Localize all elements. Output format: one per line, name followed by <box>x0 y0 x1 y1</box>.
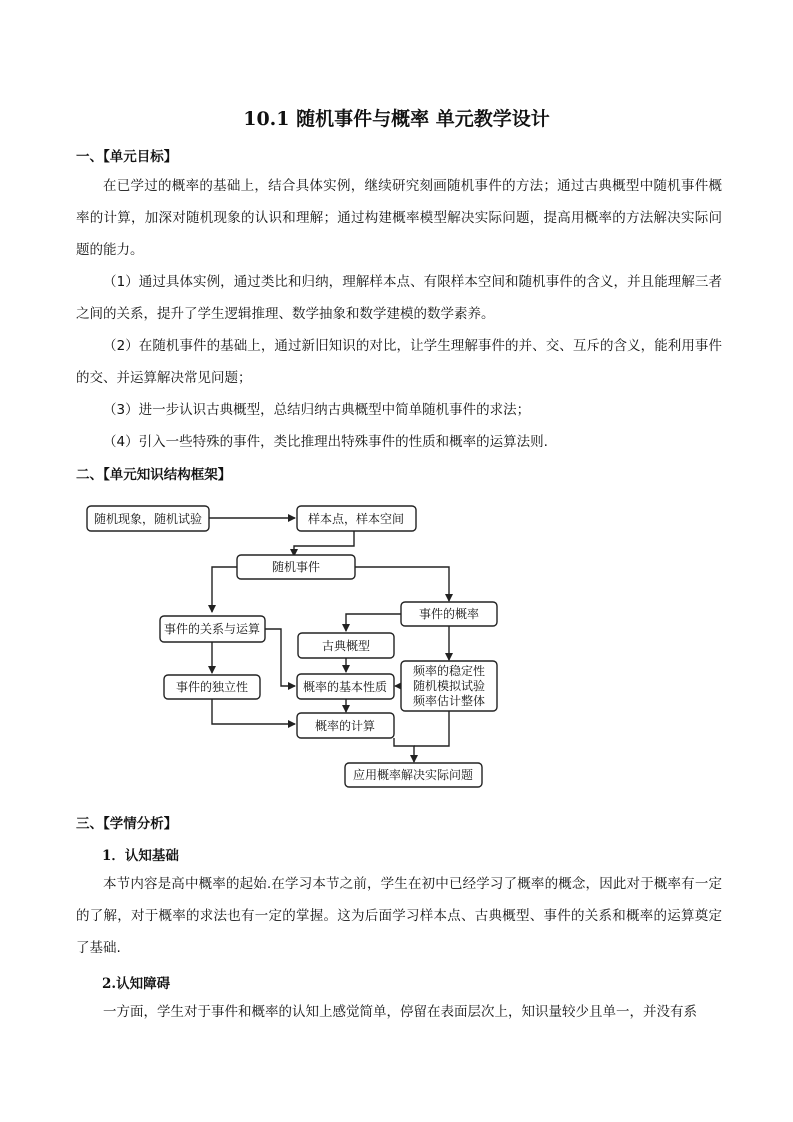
goals-item-1: （1）通过具体实例，通过类比和归纳，理解样本点、有限样本空间和随机事件的含义，并且能理解三者之间的关系，提升了学生逻辑推理、数学抽象和数学建模的数学素养。 <box>76 274 722 322</box>
node-random-event <box>237 555 355 579</box>
goals-item-3: （3）进一步认识古典概型，总结归纳古典概型中简单随机事件的求法； <box>103 402 531 418</box>
goals-item-4: （4）引入一些特殊的事件，类比推理出特殊事件的性质和概率的运算法则. <box>103 434 548 450</box>
goals-intro-paragraph: 在已学过的概率的基础上，结合具体实例，继续研究刻画随机事件的方法；通过古典概型中随机事件概率的计算，加深对随机现象的认识和理解；通过构建概率模型解决实际问题，提高用概率的方法解决实际问题的能力。 <box>76 178 722 258</box>
node-event-relations <box>160 616 265 642</box>
svg-text:样本点，样本空间: 样本点，样本空间 <box>307 512 405 526</box>
svg-text:事件的概率: 事件的概率 <box>418 607 480 621</box>
svg-text:概率的计算: 概率的计算 <box>314 719 376 733</box>
node-independence <box>164 675 260 699</box>
analysis-paragraph-2: 一方面，学生对于事件和概率的认知上感觉简单，停留在表面层次上，知识量较少且单一，并没有系 <box>103 1004 697 1020</box>
svg-text:随机现象，随机试验: 随机现象，随机试验 <box>93 512 203 526</box>
goals-item-2: （2）在随机事件的基础上，通过新旧知识的对比，让学生理解事件的并、交、互斥的含义，能利用事件的交、并运算解决常见问题； <box>76 338 722 386</box>
node-basic-properties <box>297 674 394 699</box>
svg-text:事件的独立性: 事件的独立性 <box>175 680 249 694</box>
page-title: 10.1 随机事件与概率 单元教学设计 <box>243 108 550 130</box>
svg-text:随机模拟试验: 随机模拟试验 <box>412 679 486 693</box>
svg-text:事件的关系与运算: 事件的关系与运算 <box>163 622 261 636</box>
svg-text:随机事件: 随机事件 <box>271 560 321 574</box>
analysis-subheading-2: 2.认知障碍 <box>102 976 171 992</box>
node-event-probability <box>401 602 497 626</box>
node-random-phenomenon <box>87 506 209 531</box>
node-classical-model <box>298 633 394 658</box>
analysis-subheading-1: 1．认知基础 <box>102 848 179 864</box>
svg-text:概率的基本性质: 概率的基本性质 <box>302 680 388 694</box>
svg-text:应用概率解决实际问题: 应用概率解决实际问题 <box>352 768 474 782</box>
section-heading-framework: 二、【单元知识结构框架】 <box>76 467 232 483</box>
svg-text:古典概型: 古典概型 <box>321 639 371 653</box>
svg-text:频率估计整体: 频率估计整体 <box>412 694 486 708</box>
node-sample-space <box>297 506 416 531</box>
node-probability-calc <box>297 713 394 738</box>
node-application <box>345 763 482 787</box>
section-heading-analysis: 三、【学情分析】 <box>76 816 178 832</box>
section-heading-goals: 一、【单元目标】 <box>76 149 178 165</box>
svg-text:频率的稳定性: 频率的稳定性 <box>412 664 486 678</box>
analysis-paragraph-1: 本节内容是高中概率的起始.在学习本节之前，学生在初中已经学习了概率的概念，因此对于概率有一定的了解，对于概率的求法也有一定的掌握。这为后面学习样本点、古典概型、事件的关系和概率的运算奠定了基础. <box>76 876 722 956</box>
node-frequency <box>401 661 497 711</box>
